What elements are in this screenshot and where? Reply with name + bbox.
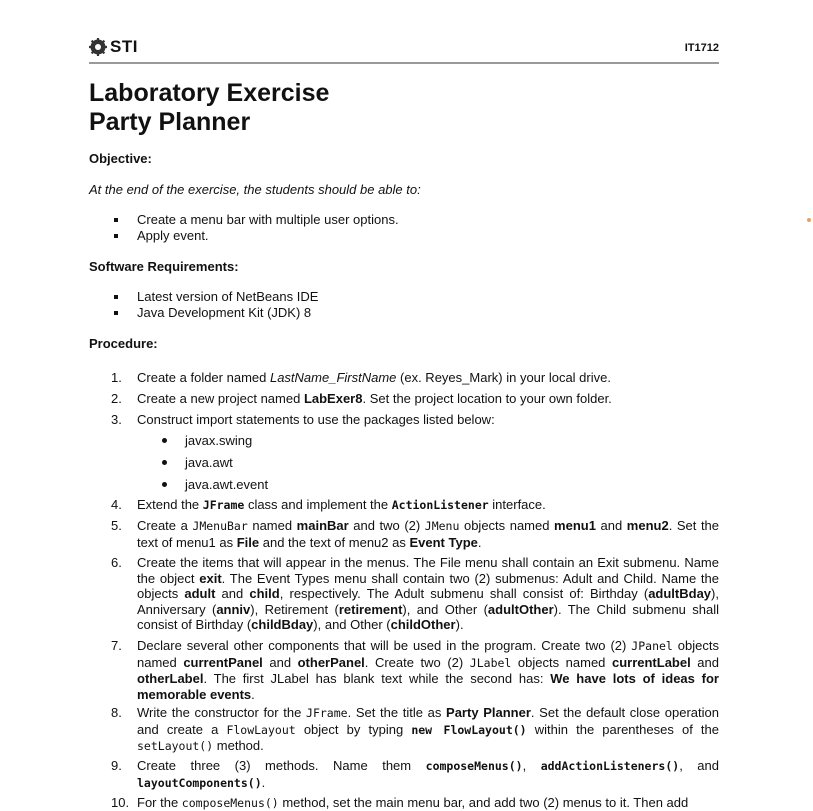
step-number: 4. <box>111 497 122 512</box>
step-number: 5. <box>111 518 122 533</box>
software-list <box>114 289 318 321</box>
procedure-step-7: 7. Declare several other components that will be used in the program. Create two (2) JPanel objects named currentPanel and otherPanel. Create two (2) JLabel objects named currentLabel and otherLabel. The first JLabel has blank text while the second has: We have lots of ideas for memorable events. <box>111 638 719 702</box>
procedure-heading: Procedure: <box>89 336 158 351</box>
objective-list <box>114 212 399 244</box>
step-number: 6. <box>111 555 122 570</box>
procedure-steps <box>89 370 719 811</box>
procedure-step-3: 3. Construct import statements to use the packages listed below: javax.swing java.awt java.awt.event <box>89 412 719 497</box>
list-item: Apply event. <box>114 228 399 244</box>
step-number: 2. <box>111 391 122 406</box>
package-item: javax.swing <box>137 433 719 448</box>
page-header <box>89 36 719 62</box>
list-item: Create a menu bar with multiple user options. <box>114 212 399 228</box>
logo-text: STI <box>110 37 138 56</box>
package-item: java.awt.event <box>137 477 719 492</box>
document-title <box>89 79 329 137</box>
step-number: 1. <box>111 370 122 385</box>
procedure-step-4: 4. Extend the JFrame class and implement the ActionListener interface. <box>111 497 546 512</box>
procedure-step-5: 5. Create a JMenuBar named mainBar and two (2) JMenu objects named menu1 and menu2. Set the text of menu1 as File and the text of menu2 as Event Type. <box>111 518 720 550</box>
list-item: Latest version of NetBeans IDE <box>114 289 318 305</box>
step-number: 10. <box>111 795 130 810</box>
procedure-step-1: 1. Create a folder named LastName_FirstName (ex. Reyes_Mark) in your local drive. <box>111 370 611 385</box>
step-number: 8. <box>111 705 122 720</box>
step-number: 7. <box>111 638 122 653</box>
step-number: 3. <box>111 412 122 427</box>
package-list <box>137 433 719 492</box>
software-heading: Software Requirements: <box>89 259 239 274</box>
procedure-step-8: 8. Write the constructor for the JFrame. Set the title as Party Planner. Set the default close operation and create a FlowLayout object by typing new FlowLayout() within the parentheses of the setLayout() method. <box>111 705 720 753</box>
sti-gear-icon <box>89 38 107 56</box>
objective-heading: Objective: <box>89 151 152 166</box>
sti-logo <box>89 36 138 58</box>
title-line-2: Party Planner <box>89 108 251 136</box>
package-item: java.awt <box>137 455 719 470</box>
course-code: IT1712 <box>684 42 719 54</box>
procedure-step-6: 6. Create the items that will appear in the menus. The File menu shall contain an Exit submenu. Name the object exit. The Event Types menu shall contain two (2) submenus: Adult and Child. Name the objects adult and child, respectively. The Adult submenu shall consist of: Birthday (adultBday), Anniversary (anniv), Retirement (retirement), and Other (adultOther). The Child submenu shall consist of Birthday (childBday), and Other (childOther). <box>111 555 719 632</box>
procedure-step-9: 9. Create three (3) methods. Name them composeMenus(), addActionListeners(), and layoutComponents(). <box>111 758 719 790</box>
title-line-1: Laboratory Exercise <box>89 79 330 107</box>
procedure-step-2: 2. Create a new project named LabExer8. Set the project location to your own folder. <box>111 391 612 406</box>
step-number: 9. <box>111 758 122 773</box>
header-divider <box>89 62 719 64</box>
procedure-step-10: 10. For the composeMenus() method, set the main menu bar, and add two (2) menus to it. Then add <box>111 795 689 810</box>
objective-intro: At the end of the exercise, the students should be able to: <box>89 182 421 197</box>
margin-dot <box>807 218 811 222</box>
list-item: Java Development Kit (JDK) 8 <box>114 305 318 321</box>
